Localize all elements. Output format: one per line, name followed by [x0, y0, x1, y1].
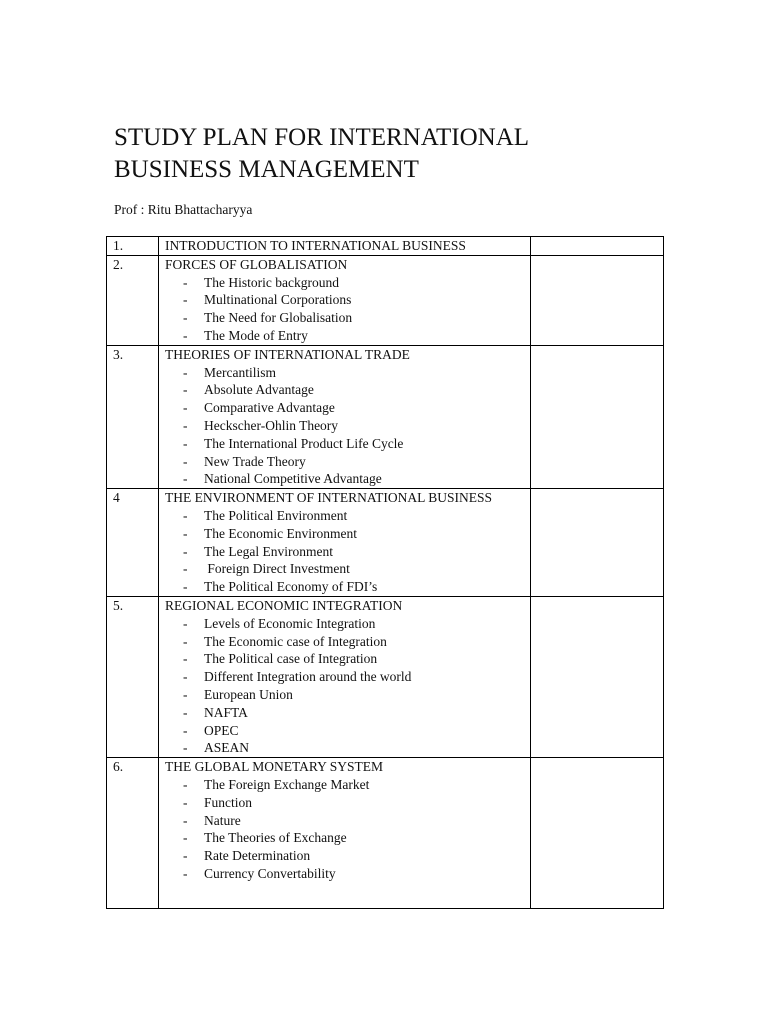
- title-line-1: STUDY PLAN FOR INTERNATIONAL: [114, 124, 530, 151]
- topic-cell: [159, 758, 531, 909]
- topic-cell: [159, 237, 531, 256]
- subtopic-item: [165, 274, 524, 292]
- topic-row: [107, 489, 664, 597]
- topic-row: [107, 758, 664, 909]
- subtopic-dash: -: [183, 740, 188, 756]
- subtopic-dash: -: [183, 812, 188, 828]
- subtopic-text: ASEAN: [204, 740, 250, 756]
- subtopic-dash: -: [183, 364, 188, 380]
- subtopic-dash: -: [183, 722, 188, 738]
- subtopic-item: [165, 578, 524, 596]
- subtopic-list: [165, 364, 524, 489]
- subtopic-item: [165, 417, 524, 435]
- subtopic-text: The Political case of Integration: [204, 651, 378, 667]
- subtopic-text: New Trade Theory: [204, 453, 306, 469]
- subtopic-item: [165, 739, 524, 757]
- subtopic-text: The Economic case of Integration: [204, 633, 387, 649]
- subtopic-dash: -: [183, 830, 188, 846]
- subtopic-item: [165, 865, 524, 883]
- notes-cell: [531, 489, 664, 597]
- subtopic-dash: -: [183, 776, 188, 792]
- subtopic-item: [165, 686, 524, 704]
- notes-cell: [531, 237, 664, 256]
- topic-cell: [159, 345, 531, 488]
- page-title: [114, 122, 674, 186]
- subtopic-text: The Need for Globalisation: [204, 310, 353, 326]
- subtopic-item: [165, 543, 524, 561]
- subtopic-item: [165, 327, 524, 345]
- subtopic-dash: -: [183, 543, 188, 559]
- subtopic-item: [165, 847, 524, 865]
- subtopic-item: [165, 470, 524, 488]
- subtopic-item: [165, 525, 524, 543]
- subtopic-dash: -: [183, 453, 188, 469]
- subtopic-item: [165, 291, 524, 309]
- topic-title: THE GLOBAL MONETARY SYSTEM: [165, 759, 384, 775]
- subtopic-text: Multinational Corporations: [204, 292, 352, 308]
- subtopic-dash: -: [183, 704, 188, 720]
- subtopic-text: Rate Determination: [204, 848, 311, 864]
- subtopic-text: Heckscher-Ohlin Theory: [204, 417, 339, 433]
- subtopic-item: [165, 309, 524, 327]
- subtopic-dash: -: [183, 400, 188, 416]
- subtopic-text: Different Integration around the world: [204, 669, 412, 685]
- subtopic-text: National Competitive Advantage: [204, 471, 382, 487]
- subtopic-text: The Mode of Entry: [204, 327, 308, 343]
- subtopic-dash: -: [183, 865, 188, 881]
- topic-row: [107, 596, 664, 757]
- topic-number: 5.: [107, 596, 159, 757]
- subtopic-text: The Political Economy of FDI’s: [204, 579, 378, 595]
- topic-title: FORCES OF GLOBALISATION: [165, 256, 348, 272]
- subtopic-item: [165, 812, 524, 830]
- subtopic-list: [165, 507, 524, 596]
- subtopic-dash: -: [183, 292, 188, 308]
- subtopic-text: The Political Environment: [204, 507, 348, 523]
- subtopic-item: [165, 615, 524, 633]
- topic-cell: [159, 255, 531, 345]
- subtopic-dash: -: [183, 669, 188, 685]
- subtopic-text: Absolute Advantage: [204, 382, 314, 398]
- subtopic-text: The Legal Environment: [204, 543, 333, 559]
- notes-cell: [531, 596, 664, 757]
- subtopic-dash: -: [183, 651, 188, 667]
- subtopic-text: The International Product Life Cycle: [204, 435, 404, 451]
- subtopic-text: Mercantilism: [204, 364, 276, 380]
- topic-title: THE ENVIRONMENT OF INTERNATIONAL BUSINESS: [165, 490, 492, 506]
- topic-cell: [159, 489, 531, 597]
- subtopic-item: [165, 794, 524, 812]
- subtopic-text: OPEC: [204, 722, 239, 738]
- subtopic-text: The Economic Environment: [204, 525, 357, 541]
- topic-title: INTRODUCTION TO INTERNATIONAL BUSINESS: [165, 238, 466, 253]
- subtopic-dash: -: [183, 382, 188, 398]
- subtopic-item: [165, 435, 524, 453]
- topic-title: REGIONAL ECONOMIC INTEGRATION: [165, 597, 403, 613]
- subtopic-text: European Union: [204, 686, 293, 702]
- subtopic-dash: -: [183, 274, 188, 290]
- notes-cell: [531, 255, 664, 345]
- title-line-2: BUSINESS MANAGEMENT: [114, 156, 419, 183]
- subtopic-text: The Theories of Exchange: [204, 830, 347, 846]
- topic-number: 3.: [107, 345, 159, 488]
- topic-number: 4: [107, 489, 159, 597]
- subtopic-item: [165, 650, 524, 668]
- topic-number: 1.: [107, 237, 159, 256]
- subtopic-text: Function: [204, 794, 253, 810]
- subtopic-text: Currency Convertability: [204, 865, 336, 881]
- subtopic-text: The Foreign Exchange Market: [204, 776, 370, 792]
- notes-cell: [531, 345, 664, 488]
- subtopic-dash: -: [183, 327, 188, 343]
- subtopic-item: [165, 668, 524, 686]
- topic-row: [107, 255, 664, 345]
- subtopic-dash: -: [183, 561, 188, 577]
- subtopic-text: NAFTA: [204, 704, 248, 720]
- subtopic-dash: -: [183, 633, 188, 649]
- subtopic-dash: -: [183, 794, 188, 810]
- topic-number: 6.: [107, 758, 159, 909]
- subtopic-item: [165, 633, 524, 651]
- author-line: Prof : Ritu Bhattacharyya: [114, 202, 253, 217]
- study-plan-body: [107, 237, 664, 909]
- subtopic-item: [165, 381, 524, 399]
- subtopic-dash: -: [183, 417, 188, 433]
- topic-number: 2.: [107, 255, 159, 345]
- subtopic-text: Levels of Economic Integration: [204, 615, 376, 631]
- subtopic-text: The Historic background: [204, 274, 339, 290]
- subtopic-list: [165, 274, 524, 345]
- subtopic-item: [165, 560, 524, 578]
- subtopic-text: Nature: [204, 812, 241, 828]
- subtopic-text: Comparative Advantage: [204, 400, 335, 416]
- subtopic-item: [165, 399, 524, 417]
- topic-cell: [159, 596, 531, 757]
- topic-title: THEORIES OF INTERNATIONAL TRADE: [165, 346, 410, 362]
- subtopic-dash: -: [183, 615, 188, 631]
- subtopic-item: [165, 507, 524, 525]
- subtopic-dash: -: [183, 579, 188, 595]
- subtopic-dash: -: [183, 848, 188, 864]
- subtopic-item: [165, 453, 524, 471]
- subtopic-dash: -: [183, 507, 188, 523]
- subtopic-list: [165, 776, 524, 883]
- study-plan-table: [106, 236, 664, 909]
- notes-cell: [531, 758, 664, 909]
- subtopic-dash: -: [183, 471, 188, 487]
- subtopic-dash: -: [183, 435, 188, 451]
- subtopic-item: [165, 364, 524, 382]
- topic-row: [107, 237, 664, 256]
- subtopic-list: [165, 615, 524, 757]
- subtopic-item: [165, 722, 524, 740]
- subtopic-dash: -: [183, 525, 188, 541]
- subtopic-item: [165, 776, 524, 794]
- subtopic-text: Foreign Direct Investment: [204, 561, 350, 577]
- subtopic-item: [165, 829, 524, 847]
- subtopic-dash: -: [183, 686, 188, 702]
- subtopic-dash: -: [183, 310, 188, 326]
- subtopic-item: [165, 704, 524, 722]
- topic-row: [107, 345, 664, 488]
